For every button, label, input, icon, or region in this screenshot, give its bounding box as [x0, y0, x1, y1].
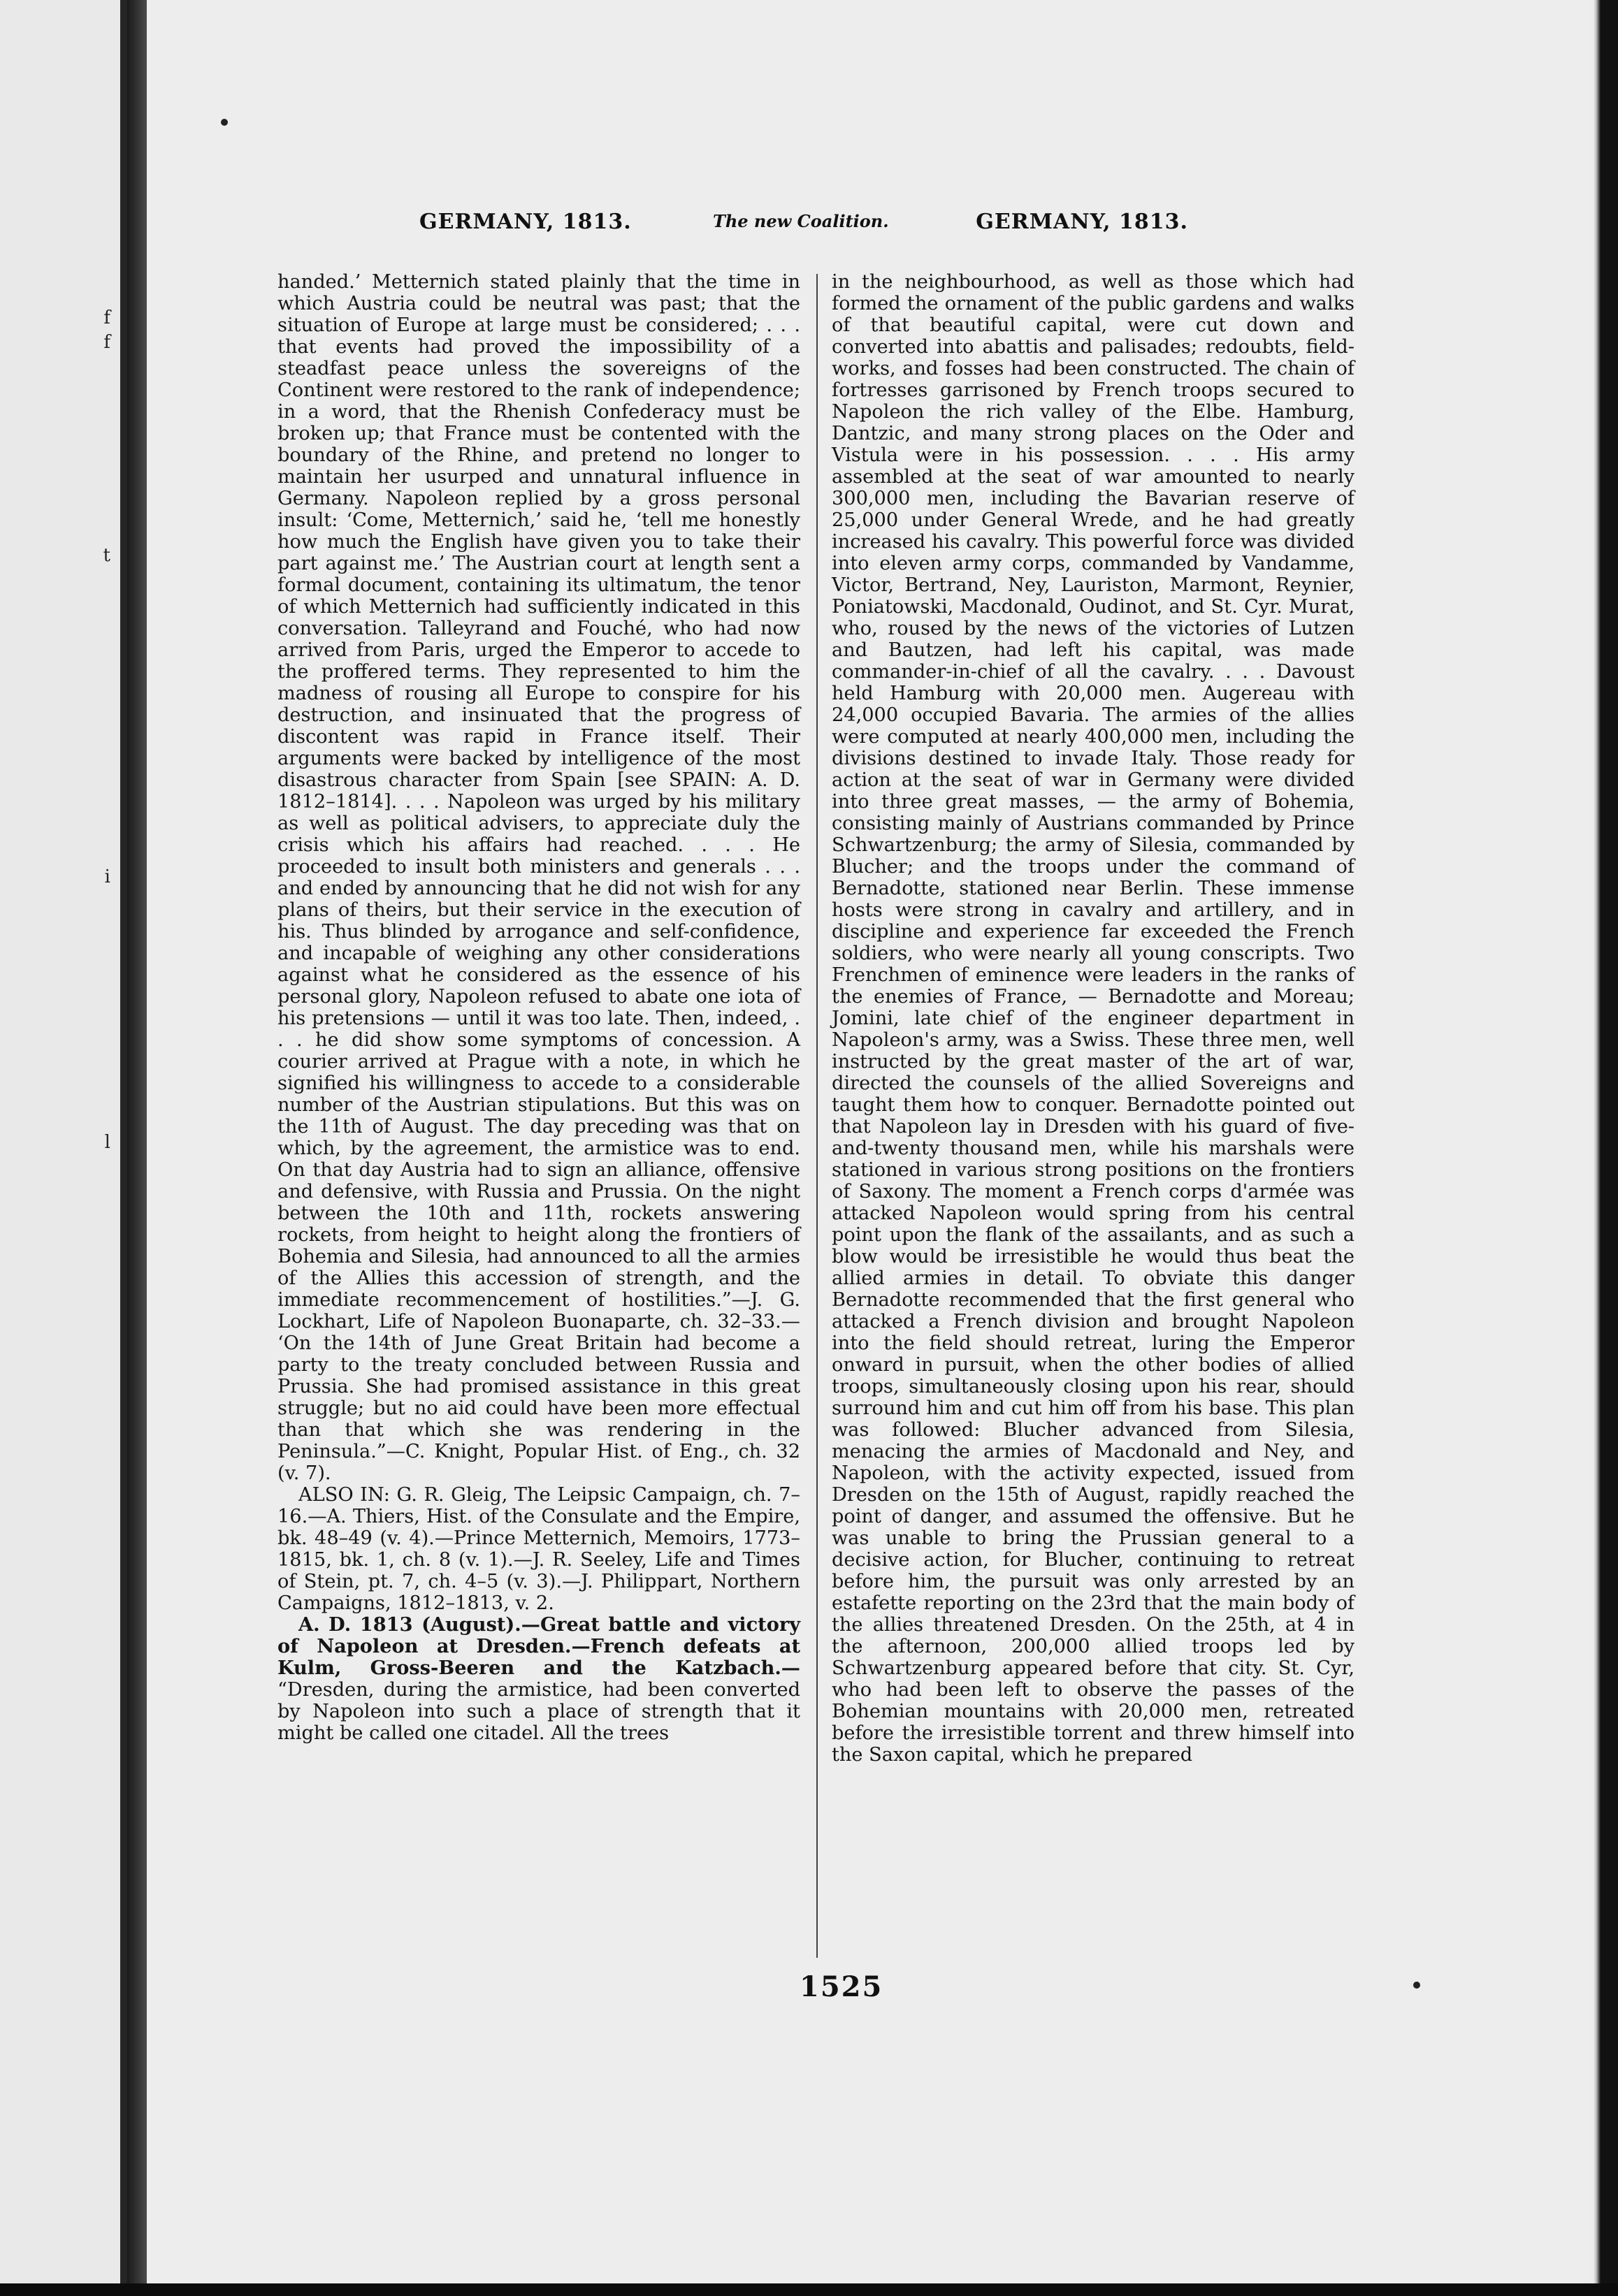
running-head-center: The new Coalition. [713, 211, 889, 231]
prev-page-fragment: t [103, 545, 110, 566]
prev-page-fragment: f [103, 332, 110, 353]
entry-text: “Dresden, during the armistice, had been converted by Napoleon into such a place of strength that it might be called one citadel. All the trees [277, 1679, 800, 1744]
right-paragraph: in the neighbourhood, as well as those which had formed the ornament of the public gardens and walks of that beautiful capital, were cut down and converted into abattis and palisades; redoubts, field-works, and fosses had been constructed. The chain of fortresses garrisoned by French troops secured to Napoleon the rich valley of the Elbe. Hamburg, Dantzic, and many strong places on the Oder and Vistula were in his possession. . . . His army assembled at the seat of war amounted to nearly 300,000 men, including the Bavarian reserve of 25,000 under General Wrede, and he had greatly increased his cavalry. This powerful force was divided into eleven army corps, commanded by Vandamme, Victor, Bertrand, Ney, Lauriston, Marmont, Reynier, Poniatowski, Macdonald, Oudinot, and St. Cyr. Murat, who, roused by the news of the victories of Lutzen and Bautzen, had left his capital, was made commander-in-chief of all the cavalry. . . . Davoust held Hamburg with 20,000 men. Augereau with 24,000 occupied Bavaria. The armies of the allies were computed at nearly 400,000 men, including the divisions destined to invade Italy. Those ready for action at the seat of war in Germany were divided into three great masses, — the army of Bohemia, consisting mainly of Austrians commanded by Prince Schwartzenburg; the army of Silesia, commanded by Blucher; and the troops under the command of Bernadotte, stationed near Berlin. These immense hosts were strong in cavalry and artillery, and in discipline and experience far exceeded the French soldiers, who were nearly all young conscripts. Two Frenchmen of eminence were leaders in the ranks of the enemies of France, — Bernadotte and Moreau; Jomini, late chief of the engineer department in Napoleon's army, was a Swiss. These three men, well instructed by the great master of the art of war, directed the counsels of the allied Sovereigns and taught them how to conquer. Bernadotte pointed out that Napoleon lay in Dresden with his guard of five-and-twenty thousand men, while his marshals were stationed in various strong positions on the frontiers of Saxony. The moment a French corps d'armée was attacked Napoleon would spring from his central point upon the flank of the assailants, and as such a blow would be irresistible he would thus beat the allied armies in detail. To obviate this danger Bernadotte recommended that the first general who attacked a French division and brought Napoleon into the field should retreat, luring the Emperor onward in pursuit, when the other bodies of allied troops, simultaneously closing upon his rear, should surround him and cut him off from his base. This plan was followed: Blucher advanced from Silesia, menacing the armies of Macdonald and Ney, and Napoleon, with the activity expected, issued from Dresden on the 15th of August, rapidly reached the point of danger, and assumed the offensive. But he was unable to bring the Prussian general to a decisive action, for Blucher, continuing to retreat before him, the pursuit was only arrested by an estafette reporting on the 23rd that the main body of the allies threatened Dresden. On the 25th, at 4 in the afternoon, 200,000 allied troops led by Schwartzenburg appeared before that city. St. Cyr, who had been left to observe the passes of the Bohemian mountains with 20,000 men, retreated before the irresistible torrent and threw himself into the Saxon capital, which he prepared [832, 271, 1355, 1766]
also-in-paragraph: ALSO IN: G. R. Gleig, The Leipsic Campaign, ch. 7–16.—A. Thiers, Hist. of the Consulate and the Empire, bk. 48–49 (v. 4).—Prince Metternich, Memoirs, 1773–1815, bk. 1, ch. 8 (v. 1).—J. R. Seeley, Life and Times of Stein, pt. 7, ch. 4–5 (v. 3).—J. Philippart, Northern Campaigns, 1812–1813, v. 2. [277, 1484, 800, 1614]
running-head-left: GERMANY, 1813. [419, 210, 632, 234]
speck [221, 119, 228, 126]
prev-page-fragment: l [104, 1132, 110, 1153]
page-right-edge [1587, 0, 1618, 2296]
scan-bottom-edge [0, 2283, 1618, 2296]
prev-page-fragment: i [104, 866, 110, 887]
running-head [419, 210, 1188, 245]
entry-heading: A. D. 1813 (August).—Great battle and victory of Napoleon at Dresden.—French defeats at Kulm, Gross-Beeren and the Katzbach.— [277, 1613, 800, 1679]
prev-page-fragment: f [103, 307, 110, 328]
left-column [277, 271, 800, 1744]
right-column [832, 271, 1355, 1766]
running-head-right: GERMANY, 1813. [976, 210, 1188, 234]
left-paragraph-1: handed.’ Metternich stated plainly that the time in which Austria could be neutral was past; that the situation of Europe at large must be considered; . . . that events had proved the impossibility of a steadfast peace unless the sovereigns of the Continent were restored to the rank of independence; in a word, that the Rhenish Confederacy must be broken up; that France must be contented with the boundary of the Rhine, and pretend no longer to maintain her usurped and unnatural influence in Germany. Napoleon replied by a gross personal insult: ‘Come, Metternich,’ said he, ‘tell me honestly how much the English have given you to take their part against me.’ The Austrian court at length sent a formal document, containing its ultimatum, the tenor of which Metternich had sufficiently indicated in this conversation. Talleyrand and Fouché, who had now arrived from Paris, urged the Emperor to accede to the proffered terms. They represented to him the madness of rousing all Europe to conspire for his destruction, and insinuated that the progress of discontent was rapid in France itself. Their arguments were backed by intelligence of the most disastrous character from Spain [see SPAIN: A. D. 1812–1814]. . . . Napoleon was urged by his military as well as political advisers, to appreciate duly the crisis which his affairs had reached. . . . He proceeded to insult both ministers and generals . . . and ended by announcing that he did not wish for any plans of theirs, but their service in the execution of his. Thus blinded by arrogance and self-confidence, and incapable of weighing any other considerations against what he considered as the essence of his personal glory, Napoleon refused to abate one iota of his pretensions — until it was too late. Then, indeed, . . . he did show some symptoms of concession. A courier arrived at Prague with a note, in which he signified his willingness to accede to a considerable number of the Austrian stipulations. But this was on the 11th of August. The day preceding was that on which, by the agreement, the armistice was to end. On that day Austria had to sign an alliance, offensive and defensive, with Russia and Prussia. On the night between the 10th and 11th, rockets answering rockets, from height to height along the frontiers of Bohemia and Silesia, had announced to all the armies of the Allies this accession of strength, and the immediate recommencement of hostilities.”—J. G. Lockhart, Life of Napoleon Buonaparte, ch. 32–33.— ‘On the 14th of June Great Britain had become a party to the treaty concluded between Russia and Prussia. She had promised assistance in this great struggle; but no aid could have been more effectual than that which she was rendering in the Peninsula.”—C. Knight, Popular Hist. of Eng., ch. 32 (v. 7). [277, 271, 800, 1484]
entry-paragraph [277, 1614, 800, 1744]
speck [1413, 1982, 1420, 1989]
book-gutter [127, 0, 147, 2296]
previous-page-edge [0, 0, 127, 2296]
column-divider [816, 274, 818, 1958]
page-number: 1525 [800, 1970, 883, 2003]
